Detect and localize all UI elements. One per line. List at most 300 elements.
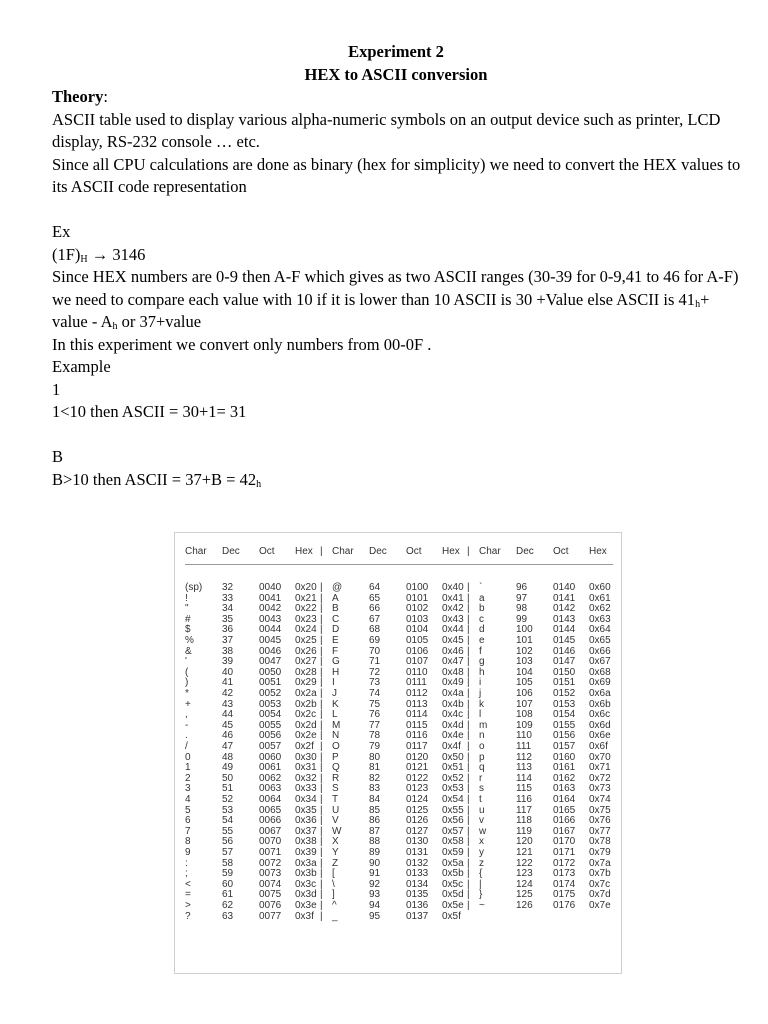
ascii-cell-hex: 0x6e [589, 730, 611, 742]
ascii-cell-char: z [479, 857, 484, 869]
ascii-cell-char: i [479, 677, 482, 689]
ascii-cell-hex: 0x41 [442, 592, 464, 604]
ascii-cell-hex: 0x68 [589, 666, 611, 678]
ascii-cell-dec: 93 [369, 889, 381, 901]
ascii-row-separator: | [320, 900, 323, 911]
ascii-cell-dec: 41 [222, 677, 234, 689]
ascii-cell-oct: 0135 [406, 889, 429, 901]
ascii-cell-dec: 68 [369, 624, 381, 636]
ascii-cell-hex: 0x29 [295, 677, 317, 689]
ascii-row-separator: | [467, 613, 470, 625]
ascii-table-header-rule [185, 564, 613, 565]
p3-sub-2: h [112, 321, 118, 332]
ascii-cell-char: r [479, 772, 483, 784]
ascii-header-char: Char [185, 546, 207, 557]
ascii-cell-dec: 85 [369, 804, 381, 816]
ascii-cell-hex: 0x26 [295, 645, 317, 657]
ascii-row-separator: | [467, 825, 470, 837]
ascii-cell-dec: 117 [516, 804, 532, 816]
ascii-cell-hex: 0x67 [589, 656, 611, 668]
ascii-cell-dec: 56 [222, 836, 234, 848]
ascii-cell-char: e [479, 635, 485, 646]
ascii-cell-char: a [479, 592, 485, 604]
ascii-cell-dec: 46 [222, 730, 234, 742]
ascii-cell-oct: 0122 [406, 772, 429, 784]
ascii-cell-char: d [479, 624, 485, 636]
ascii-cell-dec: 104 [516, 666, 533, 678]
ascii-cell-hex: 0x55 [442, 804, 464, 816]
ascii-cell-hex: 0x66 [589, 645, 611, 657]
ascii-cell-dec: 44 [222, 709, 234, 721]
ascii-cell-oct: 0165 [553, 804, 576, 816]
ascii-cell-dec: 116 [516, 794, 532, 805]
ascii-cell-hex: 0x37 [295, 825, 317, 837]
ascii-header-oct: Oct [553, 546, 569, 557]
ascii-row-separator: | [320, 878, 323, 890]
ascii-cell-char: C [332, 613, 340, 625]
ascii-cell-hex: 0x7b [589, 868, 611, 880]
ascii-cell-char: y [479, 847, 484, 858]
ascii-row-separator: | [467, 878, 470, 890]
ascii-cell-oct: 0161 [553, 762, 576, 774]
ascii-cell-dec: 84 [369, 794, 381, 805]
ascii-cell-oct: 0127 [406, 825, 429, 837]
ascii-cell-oct: 0103 [406, 613, 429, 625]
ascii-cell-oct: 0074 [259, 878, 282, 890]
ascii-table-image [174, 532, 622, 974]
ascii-cell-char: t [479, 794, 482, 805]
ascii-cell-hex: 0x3c [295, 878, 317, 890]
theory-heading [52, 86, 742, 109]
ascii-row-separator: | [320, 666, 323, 678]
ascii-cell-dec: 115 [516, 783, 532, 795]
experiment-title: Experiment 2 [348, 42, 444, 61]
ascii-cell-hex: 0x76 [589, 815, 611, 827]
ascii-cell-dec: 123 [516, 868, 533, 880]
ascii-cell-oct: 0077 [259, 910, 282, 922]
ascii-cell-oct: 0060 [259, 751, 282, 763]
ascii-cell-char: - [185, 719, 189, 731]
ascii-cell-dec: 122 [516, 857, 533, 869]
ascii-cell-dec: 106 [516, 688, 533, 699]
ascii-row-separator: | [467, 677, 470, 689]
ascii-cell-oct: 0173 [553, 868, 576, 880]
ascii-row-separator: | [467, 836, 470, 848]
ascii-cell-dec: 72 [369, 666, 381, 678]
ascii-cell-hex: 0x33 [295, 783, 317, 795]
ascii-cell-dec: 57 [222, 847, 234, 858]
ascii-cell-char: v [479, 815, 484, 827]
ascii-cell-hex: 0x5c [442, 878, 464, 890]
theory-colon: : [103, 87, 108, 106]
ascii-cell-char: ) [185, 677, 189, 689]
ascii-cell-hex: 0x7e [589, 900, 611, 911]
ascii-cell-oct: 0053 [259, 698, 282, 710]
ascii-cell-oct: 0040 [259, 582, 282, 593]
ascii-row-separator: | [320, 730, 323, 742]
ascii-cell-dec: 110 [516, 730, 532, 742]
ascii-cell-oct: 0126 [406, 815, 429, 827]
ascii-cell-char: T [332, 794, 339, 805]
ascii-cell-char: 3 [185, 783, 191, 795]
ascii-cell-hex: 0x53 [442, 783, 464, 795]
ascii-cell-char: h [479, 666, 485, 678]
ascii-cell-dec: 58 [222, 857, 234, 869]
ascii-cell-dec: 91 [369, 868, 381, 880]
ascii-cell-hex: 0x3b [295, 868, 317, 880]
ascii-cell-dec: 35 [222, 613, 234, 625]
ascii-cell-oct: 0144 [553, 624, 576, 636]
ascii-row-separator: | [467, 804, 470, 816]
ascii-row-separator: | [320, 847, 323, 858]
ex-conversion-line [52, 244, 742, 267]
ascii-cell-dec: 97 [516, 592, 528, 604]
ascii-cell-oct: 0131 [406, 847, 429, 858]
ascii-cell-char: Y [332, 847, 339, 858]
ascii-cell-char: O [332, 741, 340, 752]
ascii-cell-dec: 90 [369, 857, 381, 869]
ascii-cell-char: A [332, 592, 339, 604]
p3-part-b: + value - A [52, 289, 714, 331]
ascii-cell-dec: 37 [222, 635, 234, 646]
ascii-cell-hex: 0x30 [295, 751, 317, 763]
ascii-cell-char: (sp) [185, 582, 203, 593]
ascii-cell-dec: 94 [369, 900, 381, 911]
ascii-cell-oct: 0042 [259, 603, 282, 615]
ascii-cell-dec: 60 [222, 878, 234, 890]
ascii-cell-char: = [185, 889, 191, 901]
ascii-cell-char: Z [332, 857, 339, 869]
ascii-cell-char: L [332, 709, 338, 721]
ascii-cell-dec: 62 [222, 900, 234, 911]
ascii-cell-dec: 34 [222, 603, 234, 615]
ascii-cell-dec: 36 [222, 624, 234, 636]
ascii-cell-char: 1 [185, 762, 191, 774]
ascii-cell-hex: 0x6f [589, 741, 608, 752]
ascii-cell-hex: 0x2c [295, 709, 317, 721]
ascii-cell-oct: 0101 [406, 592, 429, 604]
ascii-cell-hex: 0x46 [442, 645, 464, 657]
ascii-cell-oct: 0045 [259, 635, 282, 646]
ascii-cell-dec: 65 [369, 592, 381, 604]
ascii-cell-oct: 0111 [406, 677, 427, 689]
ascii-cell-char: 2 [185, 772, 191, 784]
ascii-cell-oct: 0075 [259, 889, 282, 901]
ascii-cell-oct: 0065 [259, 804, 282, 816]
ascii-cell-hex: 0x50 [442, 751, 464, 763]
ascii-cell-oct: 0156 [553, 730, 576, 742]
example-1-value: 1 [52, 379, 61, 399]
ascii-cell-char: @ [332, 582, 343, 593]
ascii-cell-dec: 121 [516, 847, 533, 858]
ascii-cell-hex: 0x34 [295, 794, 317, 805]
ascii-row-separator: | [467, 730, 470, 742]
ascii-cell-hex: 0x65 [589, 635, 611, 646]
ascii-cell-char: K [332, 698, 339, 710]
ascii-cell-hex: 0x57 [442, 825, 464, 837]
ascii-cell-hex: 0x25 [295, 635, 317, 646]
ascii-cell-dec: 99 [516, 613, 528, 625]
ascii-row-separator: | [320, 815, 323, 827]
ascii-cell-hex: 0x42 [442, 603, 464, 615]
ascii-cell-char: k [479, 698, 484, 710]
ascii-cell-dec: 102 [516, 645, 533, 657]
ascii-cell-char: 5 [185, 804, 191, 816]
ascii-cell-oct: 0164 [553, 794, 576, 805]
ascii-row-separator: | [467, 645, 470, 657]
ascii-cell-char: N [332, 730, 340, 742]
ascii-cell-dec: 40 [222, 666, 234, 678]
ascii-cell-char: % [185, 635, 194, 646]
ascii-row-separator: | [467, 889, 470, 901]
ascii-cell-hex: 0x78 [589, 836, 611, 848]
ascii-cell-char: V [332, 815, 339, 827]
ascii-cell-dec: 114 [516, 772, 532, 784]
ascii-cell-oct: 0100 [406, 582, 429, 593]
ascii-cell-char: J [332, 688, 337, 699]
ascii-cell-dec: 109 [516, 719, 533, 731]
ascii-cell-oct: 0043 [259, 613, 282, 625]
ascii-row-separator: | [320, 783, 323, 795]
ascii-cell-oct: 0063 [259, 783, 282, 795]
ascii-header-oct: Oct [259, 546, 275, 557]
ascii-cell-hex: 0x48 [442, 666, 464, 678]
ascii-cell-char: 0 [185, 751, 191, 763]
ascii-header-char: Char [479, 546, 501, 557]
ascii-table-header [175, 547, 621, 561]
ascii-cell-char: . [185, 730, 188, 742]
ascii-cell-dec: 63 [222, 910, 234, 922]
ascii-row-separator: | [320, 624, 323, 636]
ascii-row-separator: | [467, 762, 470, 774]
ascii-cell-oct: 0133 [406, 868, 429, 880]
ascii-cell-dec: 87 [369, 825, 381, 837]
ascii-cell-dec: 61 [222, 889, 234, 901]
ascii-row-separator: | [320, 635, 323, 646]
ascii-cell-char: ; [185, 868, 188, 880]
ascii-cell-oct: 0121 [406, 762, 429, 774]
ex-line-sub: H [80, 253, 88, 265]
ascii-row-separator: | [320, 645, 323, 657]
ascii-row-separator: | [467, 666, 470, 678]
ascii-cell-hex: 0x35 [295, 804, 317, 816]
ascii-cell-hex: 0x59 [442, 847, 464, 858]
ascii-cell-dec: 50 [222, 772, 234, 784]
ascii-cell-hex: 0x23 [295, 613, 317, 625]
ascii-cell-dec: 82 [369, 772, 381, 784]
ascii-cell-hex: 0x5b [442, 868, 464, 880]
ascii-cell-dec: 78 [369, 730, 381, 742]
ascii-cell-hex: 0x60 [589, 582, 611, 593]
ascii-cell-oct: 0142 [553, 603, 576, 615]
ascii-header-separator: | [467, 546, 470, 557]
ascii-header-hex: Hex [442, 546, 460, 557]
ascii-cell-char: s [479, 783, 484, 795]
ascii-cell-oct: 0125 [406, 804, 429, 816]
ascii-cell-dec: 48 [222, 751, 234, 763]
ascii-cell-oct: 0120 [406, 751, 429, 763]
ascii-cell-char: n [479, 730, 485, 742]
ascii-cell-hex: 0x64 [589, 624, 611, 636]
ascii-cell-char: / [185, 741, 188, 752]
ascii-row-separator: | [320, 772, 323, 784]
experiment-subtitle: HEX to ASCII conversion [304, 65, 488, 84]
ascii-cell-dec: 105 [516, 677, 533, 689]
ascii-cell-hex: 0x36 [295, 815, 317, 827]
ascii-cell-hex: 0x2d [295, 719, 317, 731]
ascii-cell-oct: 0172 [553, 857, 576, 869]
ex2-line-sub: h [256, 478, 262, 490]
ascii-cell-char: ` [479, 582, 483, 593]
ascii-cell-hex: 0x63 [589, 613, 611, 625]
ascii-cell-oct: 0130 [406, 836, 429, 848]
ascii-row-separator: | [467, 868, 470, 880]
ascii-cell-hex: 0x6b [589, 698, 611, 710]
ascii-cell-hex: 0x3a [295, 857, 317, 869]
ascii-row-separator: | [320, 910, 323, 922]
ascii-cell-char: B [332, 603, 339, 615]
ascii-row-separator: | [467, 698, 470, 710]
ascii-cell-oct: 0116 [406, 730, 428, 742]
ascii-row-separator: | [467, 772, 470, 784]
ascii-cell-hex: 0x77 [589, 825, 611, 837]
ascii-cell-char: X [332, 836, 339, 848]
ascii-cell-dec: 42 [222, 688, 234, 699]
ascii-cell-char: | [479, 878, 482, 890]
ex2-line-pre: B>10 then ASCII = 37+B = 42 [52, 469, 257, 489]
ascii-cell-char: 7 [185, 825, 191, 837]
ascii-cell-char: w [479, 825, 487, 837]
ascii-cell-dec: 92 [369, 878, 381, 890]
ascii-cell-oct: 0114 [406, 709, 428, 721]
ascii-cell-hex: 0x62 [589, 603, 611, 615]
ascii-cell-char: { [479, 868, 483, 880]
ascii-cell-hex: 0x4f [442, 741, 461, 752]
ascii-cell-char: P [332, 751, 339, 763]
ascii-cell-char: ~ [479, 900, 485, 911]
ascii-cell-char: \ [332, 878, 335, 890]
ascii-cell-dec: 126 [516, 900, 533, 911]
ascii-cell-oct: 0102 [406, 603, 429, 615]
ascii-cell-dec: 77 [369, 719, 381, 731]
ascii-cell-oct: 0137 [406, 910, 429, 922]
ascii-cell-char: + [185, 698, 191, 710]
ascii-cell-oct: 0067 [259, 825, 282, 837]
ascii-row-separator: | [467, 656, 470, 668]
ascii-cell-dec: 73 [369, 677, 381, 689]
ascii-cell-hex: 0x7a [589, 857, 611, 869]
ascii-cell-char: ' [185, 656, 187, 668]
ascii-cell-dec: 120 [516, 836, 533, 848]
ascii-cell-dec: 76 [369, 709, 381, 721]
ascii-cell-oct: 0153 [553, 698, 576, 710]
document-body [52, 86, 745, 491]
ascii-cell-char: ! [185, 592, 188, 604]
ascii-cell-dec: 38 [222, 645, 234, 657]
ascii-row-separator: | [467, 741, 470, 752]
ascii-row-separator: | [320, 592, 323, 604]
ascii-cell-hex: 0x45 [442, 635, 464, 646]
ascii-cell-hex: 0x4d [442, 719, 464, 731]
ascii-cell-dec: 39 [222, 656, 234, 668]
ascii-cell-oct: 0051 [259, 677, 282, 689]
ascii-cell-dec: 64 [369, 582, 381, 593]
ascii-cell-hex: 0x52 [442, 772, 464, 784]
document-title-block [0, 40, 768, 86]
ascii-cell-hex: 0x2a [295, 688, 317, 699]
ascii-cell-hex: 0x3f [295, 910, 314, 922]
ascii-cell-dec: 75 [369, 698, 381, 710]
ascii-cell-hex: 0x5d [442, 889, 464, 901]
ascii-cell-hex: 0x71 [589, 762, 611, 774]
ex-line-post: → 3146 [87, 244, 146, 264]
ascii-cell-char: } [479, 889, 483, 901]
ascii-cell-hex: 0x31 [295, 762, 317, 774]
ascii-cell-char: H [332, 666, 340, 678]
ascii-cell-dec: 51 [222, 783, 234, 795]
ex-line-pre: (1F) [52, 244, 81, 264]
ascii-header-dec: Dec [369, 546, 387, 557]
ascii-row-separator: | [320, 719, 323, 731]
ascii-row-separator: | [467, 635, 470, 646]
ascii-cell-oct: 0170 [553, 836, 576, 848]
ascii-row-separator: | [467, 688, 470, 699]
ascii-cell-char: W [332, 825, 342, 837]
ascii-cell-dec: 112 [516, 751, 532, 763]
ascii-cell-dec: 86 [369, 815, 381, 827]
ascii-cell-oct: 0151 [553, 677, 576, 689]
ascii-cell-dec: 118 [516, 815, 532, 827]
ascii-cell-oct: 0163 [553, 783, 576, 795]
ascii-cell-hex: 0x7d [589, 889, 611, 901]
ascii-cell-hex: 0x72 [589, 772, 611, 784]
ascii-cell-oct: 0167 [553, 825, 576, 837]
ascii-cell-dec: 81 [369, 762, 381, 774]
ascii-cell-oct: 0106 [406, 645, 429, 657]
ascii-cell-dec: 32 [222, 582, 234, 593]
ascii-cell-hex: 0x49 [442, 677, 464, 689]
ascii-cell-dec: 98 [516, 603, 528, 615]
ascii-row-separator: | [320, 603, 323, 615]
ascii-row-separator: | [320, 868, 323, 880]
ascii-cell-dec: 59 [222, 868, 234, 880]
ascii-cell-oct: 0076 [259, 900, 282, 911]
ascii-cell-dec: 47 [222, 741, 234, 752]
ascii-cell-char: c [479, 613, 484, 625]
ascii-cell-oct: 0061 [259, 762, 282, 774]
ascii-cell-oct: 0071 [259, 847, 282, 858]
theory-paragraph-2: Since all CPU calculations are done as binary (hex for simplicity) we need to convert the HEX values to its ASCII code representation [52, 154, 745, 196]
ascii-cell-oct: 0104 [406, 624, 429, 636]
ascii-cell-char: # [185, 613, 191, 625]
ascii-cell-dec: 124 [516, 878, 533, 890]
example-2-line [52, 469, 742, 492]
ascii-cell-dec: 80 [369, 751, 381, 763]
ascii-cell-oct: 0057 [259, 741, 282, 752]
ascii-header-dec: Dec [516, 546, 534, 557]
ascii-cell-hex: 0x5f [442, 910, 461, 922]
ascii-cell-dec: 113 [516, 762, 532, 774]
ascii-cell-dec: 74 [369, 688, 381, 699]
ascii-cell-hex: 0x69 [589, 677, 611, 689]
ascii-row-separator: | [320, 751, 323, 763]
ascii-cell-oct: 0050 [259, 666, 282, 678]
theory-paragraph-4: In this experiment we convert only numbers from 00-0F . [52, 334, 432, 354]
ascii-cell-oct: 0166 [553, 815, 576, 827]
ascii-cell-dec: 103 [516, 656, 533, 668]
ascii-cell-char: ^ [332, 900, 337, 911]
ascii-row-separator: | [467, 592, 470, 604]
